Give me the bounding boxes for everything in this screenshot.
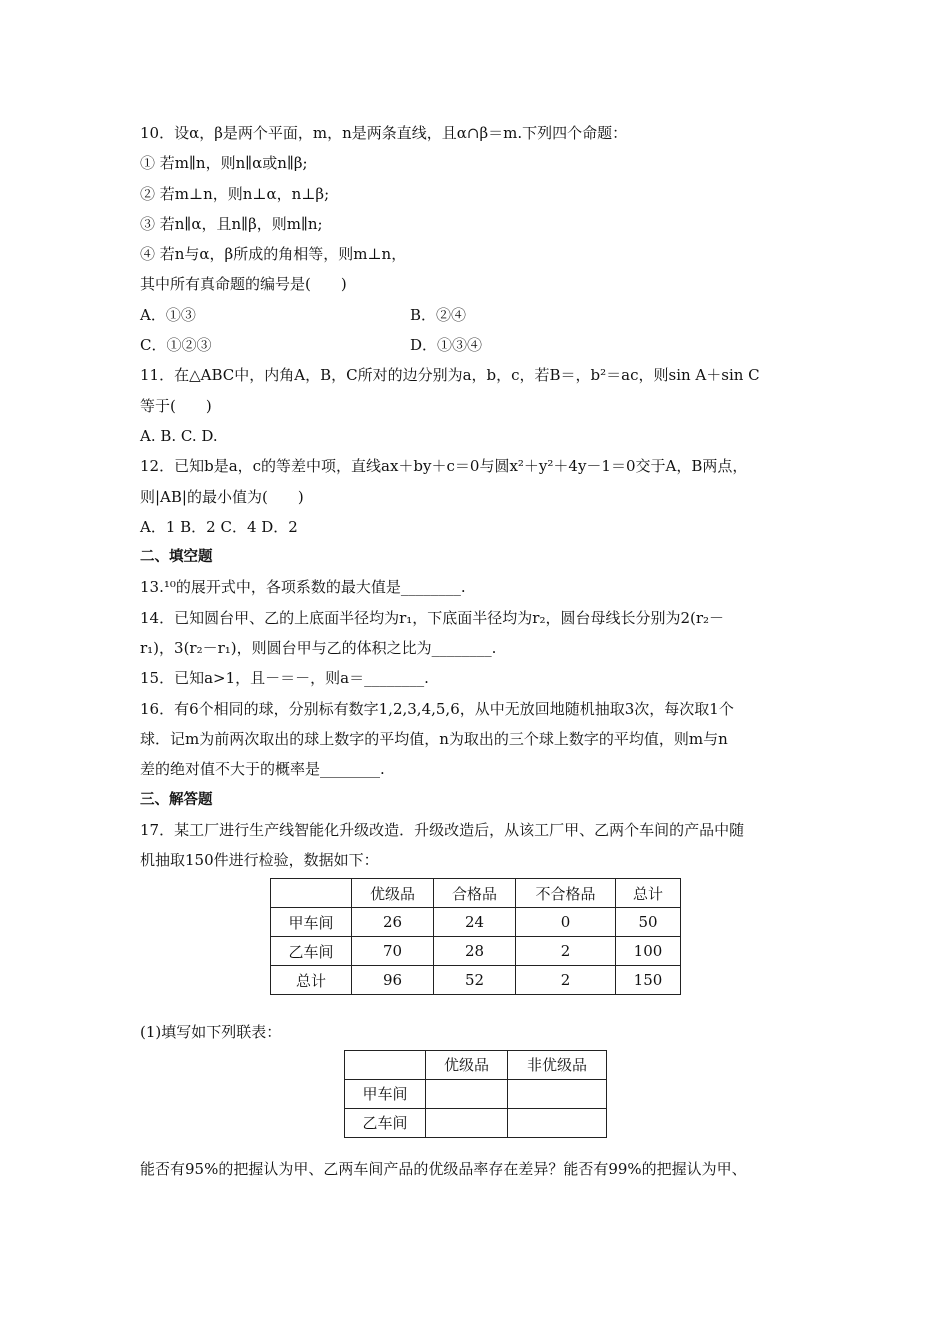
table-cell: 甲车间 <box>345 1079 426 1108</box>
table-header-cell: 非优级品 <box>508 1050 607 1079</box>
table-cell <box>508 1079 607 1108</box>
table-header-row <box>345 1050 607 1079</box>
table-header-cell: 总计 <box>616 879 681 908</box>
table-cell: 乙车间 <box>345 1108 426 1137</box>
q10-options-row-2 <box>140 330 820 360</box>
table-cell: 52 <box>434 966 516 995</box>
q10-proposition-4: ④ 若n与α，β所成的角相等，则m⊥n， <box>140 245 407 264</box>
table-cell <box>426 1108 508 1137</box>
q10-option-b: B．②④ <box>410 305 467 324</box>
q10-option-a: A．①③ <box>140 305 196 324</box>
table-cell: 2 <box>516 966 616 995</box>
q14-line-2: r₁)，3(r₂－r₁)，则圆台甲与乙的体积之比为________. <box>140 639 497 658</box>
q16-line-3: 差的绝对值不大于的概率是________. <box>140 760 385 779</box>
q10-ask: 其中所有真命题的编号是( ) <box>140 275 347 294</box>
table-cell: 总计 <box>271 966 352 995</box>
table-row <box>271 937 681 966</box>
q10-option-d: D．①③④ <box>410 336 483 355</box>
table-cell: 乙车间 <box>271 937 352 966</box>
q11-stem-2: 等于( ) <box>140 396 212 415</box>
contingency-table <box>344 1050 607 1138</box>
q14-line-1: 14．已知圆台甲、乙的上底面半径均为r₁，下底面半径均为r₂，圆台母线长分别为2(r₂－ <box>140 608 725 627</box>
q12-options: A．1 B．2 C．4 D．2 <box>140 517 298 536</box>
table-row <box>271 908 681 937</box>
table-cell: 100 <box>616 937 681 966</box>
section-heading-fill-in: 二、填空题 <box>140 549 213 566</box>
q15-text: 15．已知a>1，且－＝－，则a＝________. <box>140 669 429 688</box>
table-cell: 0 <box>516 908 616 937</box>
table-cell: 26 <box>352 908 434 937</box>
table-cell <box>508 1108 607 1137</box>
q12-stem-1: 12．已知b是a，c的等差中项，直线ax＋by＋c＝0与圆x²＋y²＋4y－1＝0交于A，B两点， <box>140 457 748 476</box>
table-row <box>345 1079 607 1108</box>
table-header-cell: 不合格品 <box>516 879 616 908</box>
table-cell: 96 <box>352 966 434 995</box>
table-cell <box>426 1079 508 1108</box>
table-header-cell: 合格品 <box>434 879 516 908</box>
q10-proposition-3: ③ 若n∥α，且n∥β，则m∥n; <box>140 214 323 233</box>
table-header-cell: 优级品 <box>352 879 434 908</box>
table-header-row <box>271 879 681 908</box>
table-cell: 24 <box>434 908 516 937</box>
table-cell: 50 <box>616 908 681 937</box>
table-cell: 28 <box>434 937 516 966</box>
q16-line-2: 球．记m为前两次取出的球上数字的平均值，n为取出的三个球上数字的平均值，则m与n <box>140 729 728 748</box>
q11-options: A. B. C. D. <box>140 426 218 445</box>
q11-stem-1: 11．在△ABC中，内角A，B，C所对的边分别为a，b，c，若B＝，b²＝ac，则sin A＋sin C <box>140 366 760 385</box>
q10-proposition-2: ② 若m⊥n，则n⊥α，n⊥β; <box>140 184 330 203</box>
table-header-cell: 优级品 <box>426 1050 508 1079</box>
q10-proposition-1: ① 若m∥n，则n∥α或n∥β; <box>140 154 308 173</box>
document-page <box>140 118 820 1184</box>
q17-line-2: 机抽取150件进行检验，数据如下： <box>140 851 379 870</box>
section-heading-solutions: 三、解答题 <box>140 791 213 808</box>
table-cell: 2 <box>516 937 616 966</box>
table-row <box>345 1108 607 1137</box>
q10-option-c: C．①②③ <box>140 336 212 355</box>
table-cell: 甲车间 <box>271 908 352 937</box>
q12-stem-2: 则|AB|的最小值为( ) <box>140 487 304 506</box>
table-header-cell <box>271 879 352 908</box>
q16-line-1: 16．有6个相同的球，分别标有数字1,2,3,4,5,6，从中无放回地随机抽取3次，每次取1个 <box>140 699 734 718</box>
q13-text: 13.¹⁰的展开式中，各项系数的最大值是________. <box>140 578 466 597</box>
q10-options-row-1 <box>140 300 820 330</box>
table-header-cell <box>345 1050 426 1079</box>
q17-line-1: 17．某工厂进行生产线智能化升级改造．升级改造后，从该工厂甲、乙两个车间的产品中随 <box>140 820 745 839</box>
q10-stem: 10．设α，β是两个平面，m，n是两条直线，且α∩β＝m.下列四个命题： <box>140 124 628 142</box>
table-cell: 150 <box>616 966 681 995</box>
q17-line-3: 能否有95%的把握认为甲、乙两车间产品的优级品率存在差异？能否有99%的把握认为甲、 <box>140 1159 747 1178</box>
table-cell: 70 <box>352 937 434 966</box>
q17-part-1: (1)填写如下列联表： <box>140 1023 282 1042</box>
inspection-data-table <box>270 878 681 995</box>
table-row <box>271 966 681 995</box>
